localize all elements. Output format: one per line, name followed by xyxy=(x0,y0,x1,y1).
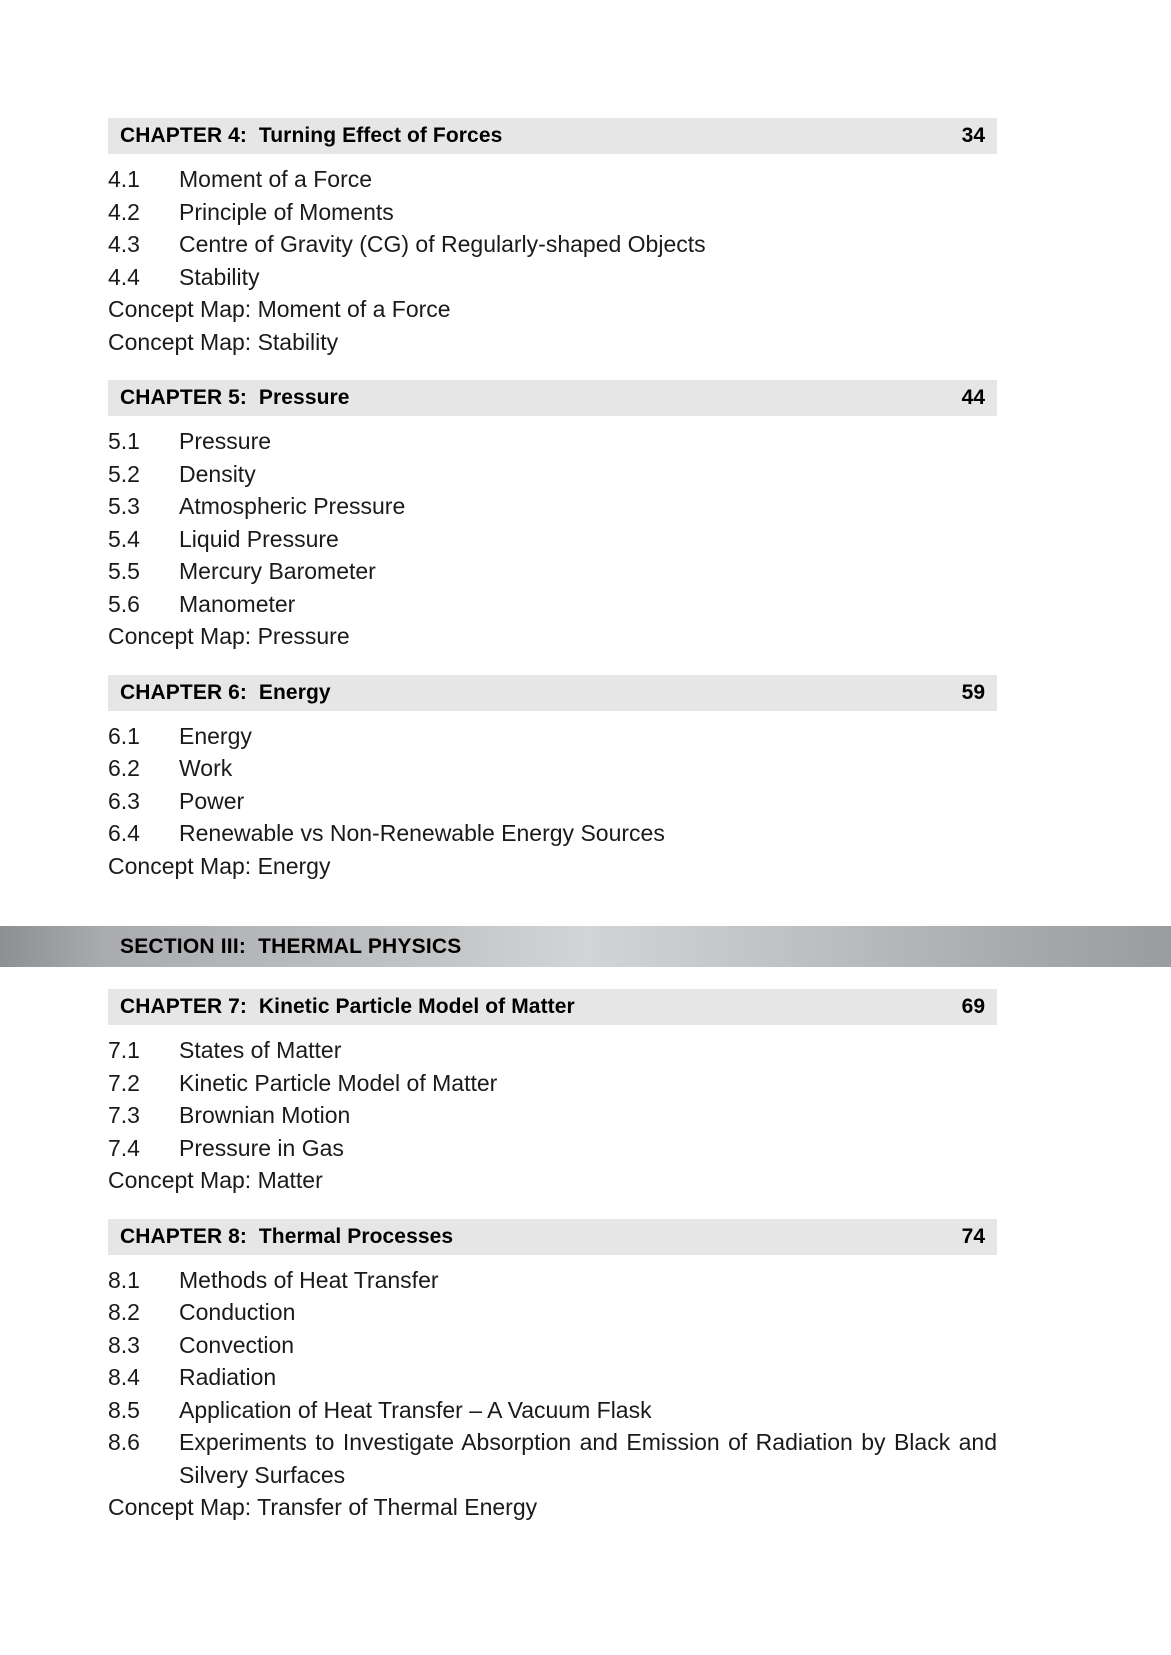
entry-number: 8.6 xyxy=(108,1429,140,1455)
chapter-title-7: CHAPTER 7: Kinetic Particle Model of Matter xyxy=(120,995,575,1018)
entry-label: Power xyxy=(179,787,245,814)
entry-label: Work xyxy=(179,755,233,781)
entry-number: 8.3 xyxy=(108,1331,140,1358)
concept-map-entry[interactable]: Concept Map: Stability xyxy=(108,328,339,355)
entry-number: 6.2 xyxy=(108,755,140,781)
toc-entry[interactable] xyxy=(108,163,997,196)
entry-number: 5.6 xyxy=(108,590,140,617)
toc-entry[interactable] xyxy=(108,228,997,261)
entry-label: Moment of a Force xyxy=(179,166,373,192)
chapter-block-7 xyxy=(0,989,1171,1197)
entry-label: Convection xyxy=(179,1331,295,1358)
entry-number: 5.4 xyxy=(108,525,140,552)
entry-label: Kinetic Particle Model of Matter xyxy=(179,1069,498,1096)
entry-number: 5.3 xyxy=(108,493,140,519)
toc-entry[interactable] xyxy=(108,1067,997,1100)
entry-label: Pressure in Gas xyxy=(179,1134,344,1161)
toc-entry[interactable] xyxy=(108,1264,997,1297)
chapter-title-6: CHAPTER 6: Energy xyxy=(120,680,331,704)
toc-entry[interactable] xyxy=(108,785,997,818)
entry-number: 4.4 xyxy=(108,263,140,290)
entry-label: Experiments to Investigate Absorption and Emission of Radiation by Black and Silvery Surfaces xyxy=(179,1429,997,1488)
entry-label: Mercury Barometer xyxy=(179,558,376,584)
entry-label: Pressure xyxy=(179,428,272,454)
toc-entry[interactable] xyxy=(108,1296,997,1329)
chapter-entries-8 xyxy=(108,1255,997,1524)
entry-number: 6.4 xyxy=(108,820,140,846)
chapter-page-number-5: 44 xyxy=(961,386,985,409)
chapter-page-number-8: 74 xyxy=(961,1224,985,1248)
toc-entry[interactable] xyxy=(108,817,997,850)
entry-number: 6.1 xyxy=(108,722,140,749)
toc-entry[interactable] xyxy=(108,1426,997,1491)
entry-number: 8.4 xyxy=(108,1364,140,1390)
entry-number: 8.5 xyxy=(108,1396,140,1423)
concept-map-entry[interactable]: Concept Map: Transfer of Thermal Energy xyxy=(108,1494,538,1520)
chapter-page-number-4: 34 xyxy=(961,124,985,147)
concept-map-entry[interactable]: Concept Map: Pressure xyxy=(108,623,350,649)
entry-label: Renewable vs Non-Renewable Energy Sources xyxy=(179,820,665,846)
chapter-header-5[interactable] xyxy=(108,380,997,416)
toc-entry[interactable] xyxy=(108,720,997,753)
entry-number: 5.2 xyxy=(108,460,140,487)
chapter-page-number-6: 59 xyxy=(961,680,985,704)
entry-label: Principle of Moments xyxy=(179,198,394,225)
entry-label: Radiation xyxy=(179,1364,277,1390)
concept-map-entry[interactable]: Concept Map: Energy xyxy=(108,852,331,879)
entry-number: 7.4 xyxy=(108,1134,140,1161)
concept-map-entry[interactable]: Concept Map: Moment of a Force xyxy=(108,296,451,322)
toc-entry[interactable] xyxy=(108,196,997,229)
chapter-entries-6 xyxy=(108,711,997,883)
toc-entry[interactable] xyxy=(108,261,997,294)
entry-label: Liquid Pressure xyxy=(179,525,339,552)
toc-entry[interactable] xyxy=(108,490,997,523)
section-title: SECTION III: THERMAL PHYSICS xyxy=(120,934,462,958)
chapter-title-5: CHAPTER 5: Pressure xyxy=(120,386,350,409)
toc-entry[interactable] xyxy=(108,425,997,458)
block-spacer xyxy=(0,358,1171,380)
chapter-block-4 xyxy=(0,118,1171,358)
chapter-header-8[interactable] xyxy=(108,1219,997,1255)
entry-label: Stability xyxy=(179,263,260,290)
chapter-header-4[interactable] xyxy=(108,118,997,154)
toc-entry[interactable] xyxy=(108,1361,997,1394)
chapter-entries-5 xyxy=(108,416,997,653)
chapter-block-5 xyxy=(0,380,1171,653)
entry-number: 5.1 xyxy=(108,428,140,454)
entry-number: 8.1 xyxy=(108,1266,140,1293)
toc-entry[interactable] xyxy=(108,1394,997,1427)
chapter-block-8 xyxy=(0,1219,1171,1524)
block-spacer xyxy=(0,653,1171,675)
entry-number: 6.3 xyxy=(108,787,140,814)
block-spacer xyxy=(0,967,1171,989)
entry-number: 4.2 xyxy=(108,198,140,225)
entry-label: Application of Heat Transfer – A Vacuum Flask xyxy=(179,1396,652,1423)
chapter-entries-4 xyxy=(108,154,997,358)
toc-entry[interactable] xyxy=(108,555,997,588)
entry-number: 7.1 xyxy=(108,1037,140,1063)
block-spacer xyxy=(0,1197,1171,1219)
entry-number: 4.1 xyxy=(108,166,140,192)
chapter-page-number-7: 69 xyxy=(961,995,985,1018)
entry-label: Energy xyxy=(179,722,252,749)
entry-number: 4.3 xyxy=(108,231,140,257)
entry-number: 8.2 xyxy=(108,1299,140,1325)
entry-label: Brownian Motion xyxy=(179,1102,351,1128)
entry-label: Density xyxy=(179,460,256,487)
entry-label: Conduction xyxy=(179,1299,296,1325)
concept-map-entry[interactable]: Concept Map: Matter xyxy=(108,1167,323,1193)
block-spacer xyxy=(0,882,1171,926)
toc-entry[interactable] xyxy=(108,1099,997,1132)
section-banner-iii xyxy=(0,926,1171,967)
toc-entry[interactable] xyxy=(108,523,997,556)
entry-label: Atmospheric Pressure xyxy=(179,493,406,519)
chapter-block-6 xyxy=(0,675,1171,883)
chapter-header-6[interactable] xyxy=(108,675,997,711)
entry-number: 7.2 xyxy=(108,1069,140,1096)
chapter-entries-7 xyxy=(108,1025,997,1197)
entry-label: Centre of Gravity (CG) of Regularly-shaped Objects xyxy=(179,231,706,257)
entry-label: Manometer xyxy=(179,590,296,617)
toc-entry[interactable] xyxy=(108,1329,997,1362)
chapter-header-7[interactable] xyxy=(108,989,997,1025)
toc-entry[interactable] xyxy=(108,458,997,491)
toc-entry[interactable] xyxy=(108,1034,997,1067)
entry-number: 5.5 xyxy=(108,558,140,584)
entry-label: Methods of Heat Transfer xyxy=(179,1266,439,1293)
toc-entry[interactable] xyxy=(108,588,997,621)
chapter-title-8: CHAPTER 8: Thermal Processes xyxy=(120,1224,454,1248)
entry-label: States of Matter xyxy=(179,1037,342,1063)
chapter-title-4: CHAPTER 4: Turning Effect of Forces xyxy=(120,124,503,147)
toc-entry[interactable] xyxy=(108,752,997,785)
toc-entry[interactable] xyxy=(108,1132,997,1165)
entry-number: 7.3 xyxy=(108,1102,140,1128)
